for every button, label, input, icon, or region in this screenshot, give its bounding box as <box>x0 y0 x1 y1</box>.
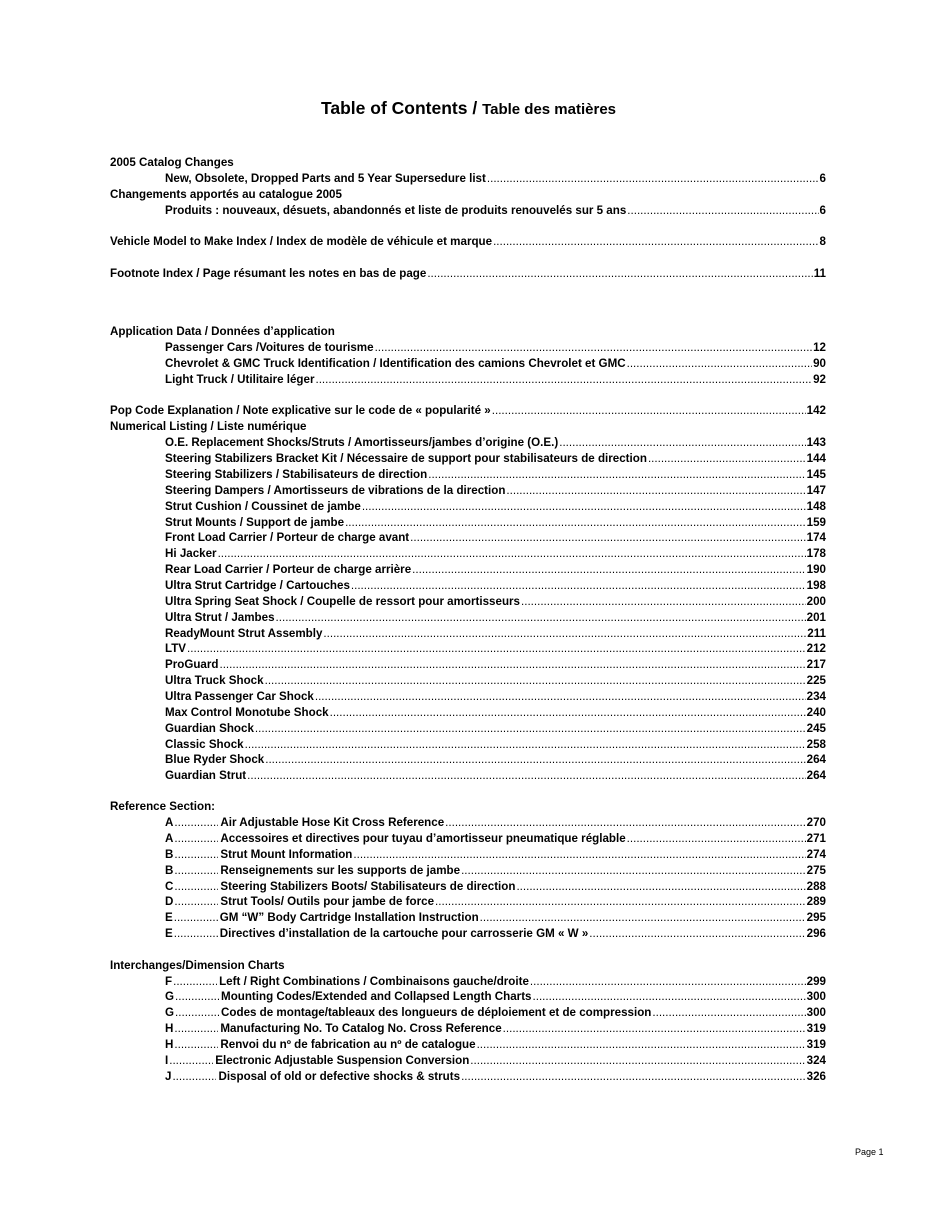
ref-letter: A <box>165 832 174 845</box>
toc-entry[interactable] <box>110 234 826 250</box>
entry-label: Max Control Monotube Shock <box>165 706 329 719</box>
title-fr: Table des matières <box>482 101 617 118</box>
leader-dots <box>477 1037 806 1053</box>
toc-entry[interactable] <box>165 737 826 753</box>
ref-letter: B <box>165 848 174 861</box>
entry-label: Steering Stabilizers Boots/ Stabilisateurs de direction <box>220 880 516 893</box>
entry-label: Classic Shock <box>165 738 244 751</box>
page-ref: 6 <box>819 172 826 185</box>
entry-label: Produits : nouveaux, désuets, abandonnés et liste de produits renouvelés sur 5 ans <box>165 204 627 217</box>
leader-dots <box>276 610 806 626</box>
toc-entry[interactable] <box>165 594 826 610</box>
entry-label: Accessoires et directives pour tuyau d’amortisseur pneumatique réglable <box>220 832 626 845</box>
page-ref: 212 <box>806 642 826 655</box>
ref-letter: H <box>165 1038 174 1051</box>
toc-entry[interactable] <box>165 974 826 990</box>
page-ref: 296 <box>806 927 826 940</box>
page-title <box>0 98 937 119</box>
leader-dots <box>533 989 806 1005</box>
page-ref: 264 <box>806 769 826 782</box>
toc-entry[interactable] <box>165 530 826 546</box>
page-ref: 270 <box>806 816 826 829</box>
title-en: Table of Contents / <box>320 98 478 118</box>
leader-dots <box>375 340 813 356</box>
leader-dots <box>627 831 806 847</box>
leader-dots <box>445 815 806 831</box>
toc-entry[interactable] <box>165 768 826 784</box>
page-ref: 147 <box>806 484 826 497</box>
toc-entry[interactable] <box>165 673 826 689</box>
toc-entry[interactable] <box>165 689 826 705</box>
entry-label: Renseignements sur les supports de jambe <box>220 864 461 877</box>
ref-letter: A <box>165 816 174 829</box>
entry-label: Ultra Truck Shock <box>165 674 264 687</box>
toc-entry[interactable] <box>110 266 826 282</box>
section-heading <box>110 324 335 340</box>
ref-letter: B <box>165 864 174 877</box>
entry-label: Mounting Codes/Extended and Collapsed Length Charts <box>221 990 532 1003</box>
toc-entry[interactable] <box>165 1053 826 1069</box>
ref-letter: C <box>165 880 174 893</box>
toc-entry[interactable] <box>165 467 826 483</box>
leader-dots <box>174 910 218 926</box>
toc-entry[interactable] <box>165 1069 826 1085</box>
leader-dots <box>175 1005 219 1021</box>
entry-label: Numerical Listing / Liste numérique <box>110 420 307 433</box>
page-ref: 11 <box>813 267 826 280</box>
entry-label: Air Adjustable Hose Kit Cross Reference <box>220 816 445 829</box>
entry-label: Reference Section: <box>110 800 216 813</box>
section-heading <box>110 958 285 974</box>
leader-dots <box>174 1037 218 1053</box>
page-ref: 142 <box>806 404 826 417</box>
leader-dots <box>412 562 806 578</box>
entry-label: Front Load Carrier / Porteur de charge avant <box>165 531 410 544</box>
leader-dots <box>169 1053 213 1069</box>
page-ref: 217 <box>806 658 826 671</box>
entry-label: Guardian Shock <box>165 722 254 735</box>
entry-label: Electronic Adjustable Suspension Conversion <box>215 1054 470 1067</box>
section-heading <box>110 155 234 171</box>
entry-label: Ultra Strut Cartridge / Cartouches <box>165 579 350 592</box>
entry-label: New, Obsolete, Dropped Parts and 5 Year Supersedure list <box>165 172 486 185</box>
leader-dots <box>173 974 217 990</box>
leader-dots <box>506 483 805 499</box>
entry-label: Ultra Passenger Car Shock <box>165 690 314 703</box>
page-ref: 299 <box>806 975 826 988</box>
ref-letter: J <box>165 1070 172 1083</box>
page-ref: 300 <box>806 990 826 1003</box>
leader-dots <box>470 1053 805 1069</box>
toc-entry[interactable] <box>165 910 826 926</box>
toc-entry[interactable] <box>165 879 826 895</box>
page-ref: 319 <box>806 1038 826 1051</box>
leader-dots <box>521 594 806 610</box>
toc-entry[interactable] <box>165 356 826 372</box>
toc-entry[interactable] <box>165 610 826 626</box>
entry-label: Vehicle Model to Make Index / Index de modèle de véhicule et marque <box>110 235 493 248</box>
toc-entry[interactable] <box>165 863 826 879</box>
entry-label: Strut Mounts / Support de jambe <box>165 516 345 529</box>
page-ref: 178 <box>806 547 826 560</box>
page-ref: 264 <box>806 753 826 766</box>
leader-dots <box>410 530 805 546</box>
leader-dots <box>345 515 806 531</box>
toc-entry[interactable] <box>165 435 826 451</box>
toc-entry[interactable] <box>165 705 826 721</box>
ref-letter: G <box>165 990 175 1003</box>
page-ref: 8 <box>819 235 826 248</box>
toc-entry[interactable] <box>165 926 826 942</box>
page-ref: 144 <box>806 452 826 465</box>
page-number: Page 1 <box>855 1147 884 1157</box>
entry-label: Rear Load Carrier / Porteur de charge arrière <box>165 563 412 576</box>
toc-entry[interactable] <box>165 1037 826 1053</box>
page-ref: 90 <box>813 357 826 370</box>
page-ref: 245 <box>806 722 826 735</box>
leader-dots <box>218 546 806 562</box>
leader-dots <box>487 171 819 187</box>
ref-letter: H <box>165 1022 174 1035</box>
entry-label: Steering Stabilizers Bracket Kit / Nécessaire de support pour stabilisateurs de direction <box>165 452 647 465</box>
leader-dots <box>503 1021 806 1037</box>
toc-entry[interactable] <box>165 641 826 657</box>
page-ref: 92 <box>813 373 826 386</box>
page-ref: 200 <box>806 595 826 608</box>
toc-entry[interactable] <box>165 989 826 1005</box>
page-ref: 274 <box>806 848 826 861</box>
entry-label: 2005 Catalog Changes <box>110 156 234 169</box>
entry-label: ReadyMount Strut Assembly <box>165 627 323 640</box>
leader-dots <box>323 626 806 642</box>
entry-label: Ultra Spring Seat Shock / Coupelle de ressort pour amortisseurs <box>165 595 520 608</box>
page-ref: 271 <box>806 832 826 845</box>
page-ref: 12 <box>813 341 826 354</box>
page-ref: 145 <box>806 468 826 481</box>
toc-entry[interactable] <box>165 894 826 910</box>
toc-entry[interactable] <box>165 546 826 562</box>
page-ref: 201 <box>806 611 826 624</box>
page-ref: 326 <box>806 1070 826 1083</box>
entry-label: Blue Ryder Shock <box>165 753 265 766</box>
leader-dots <box>428 467 805 483</box>
toc-entry[interactable] <box>165 483 826 499</box>
leader-dots <box>353 847 805 863</box>
leader-dots <box>480 910 806 926</box>
page-ref: 159 <box>806 516 826 529</box>
entry-label: Application Data / Données d’application <box>110 325 335 338</box>
leader-dots <box>492 403 806 419</box>
page-ref: 258 <box>806 738 826 751</box>
entry-label: Interchanges/Dimension Charts <box>110 959 285 972</box>
leader-dots <box>627 356 812 372</box>
page-ref: 234 <box>806 690 826 703</box>
entry-label: Strut Tools/ Outils pour jambe de force <box>220 895 435 908</box>
page-ref: 225 <box>806 674 826 687</box>
leader-dots <box>315 689 806 705</box>
leader-dots <box>174 894 218 910</box>
leader-dots <box>174 863 218 879</box>
leader-dots <box>247 768 805 784</box>
ref-letter: G <box>165 1006 175 1019</box>
leader-dots <box>589 926 805 942</box>
entry-label: GM “W” Body Cartridge Installation Instruction <box>219 911 479 924</box>
entry-label: Renvoi du nº de fabrication au nº de catalogue <box>220 1038 476 1051</box>
leader-dots <box>174 1021 218 1037</box>
leader-dots <box>265 673 806 689</box>
toc-entry[interactable] <box>165 847 826 863</box>
leader-dots <box>530 974 806 990</box>
section-heading <box>110 419 307 435</box>
leader-dots <box>172 1069 216 1085</box>
page-ref: 174 <box>806 531 826 544</box>
toc-entry[interactable] <box>165 578 826 594</box>
leader-dots <box>174 847 218 863</box>
ref-letter: F <box>165 975 173 988</box>
page-ref: 300 <box>806 1006 826 1019</box>
toc-entry[interactable] <box>165 372 826 388</box>
leader-dots <box>175 989 219 1005</box>
leader-dots <box>219 657 805 673</box>
entry-label: Left / Right Combinations / Combinaisons gauche/droite <box>219 975 529 988</box>
leader-dots <box>330 705 806 721</box>
entry-label: Changements apportés au catalogue 2005 <box>110 188 342 201</box>
page-ref: 198 <box>806 579 826 592</box>
leader-dots <box>627 203 818 219</box>
leader-dots <box>174 815 218 831</box>
page-ref: 143 <box>806 436 826 449</box>
leader-dots <box>559 435 805 451</box>
entry-label: Codes de montage/tableaux des longueurs de déploiement et de compression <box>221 1006 652 1019</box>
leader-dots <box>187 641 806 657</box>
entry-label: Steering Dampers / Amortisseurs de vibrations de la direction <box>165 484 506 497</box>
leader-dots <box>362 499 806 515</box>
toc-entry[interactable] <box>165 562 826 578</box>
toc-entry[interactable] <box>165 657 826 673</box>
toc-entry[interactable] <box>165 203 826 219</box>
toc-entry[interactable] <box>165 1005 826 1021</box>
leader-dots <box>351 578 806 594</box>
toc-entry[interactable] <box>165 515 826 531</box>
page-ref: 295 <box>806 911 826 924</box>
entry-label: Light Truck / Utilitaire léger <box>165 373 315 386</box>
leader-dots <box>461 1069 806 1085</box>
entry-label: LTV <box>165 642 187 655</box>
entry-label: O.E. Replacement Shocks/Struts / Amortisseurs/jambes d’origine (O.E.) <box>165 436 559 449</box>
leader-dots <box>174 879 218 895</box>
leader-dots <box>174 926 218 942</box>
leader-dots <box>255 721 806 737</box>
toc-entry[interactable] <box>165 451 826 467</box>
entry-label: Strut Cushion / Coussinet de jambe <box>165 500 361 513</box>
entry-label: ProGuard <box>165 658 219 671</box>
toc-entry[interactable] <box>165 499 826 515</box>
entry-label: Pop Code Explanation / Note explicative sur le code de « popularité » <box>110 404 491 417</box>
leader-dots <box>516 879 805 895</box>
entry-label: Manufacturing No. To Catalog No. Cross Reference <box>220 1022 502 1035</box>
leader-dots <box>174 831 218 847</box>
page-ref: 6 <box>819 204 826 217</box>
entry-label: Disposal of old or defective shocks & struts <box>218 1070 461 1083</box>
page-ref: 289 <box>806 895 826 908</box>
entry-label: Guardian Strut <box>165 769 247 782</box>
toc-entry[interactable] <box>110 403 826 419</box>
section-heading <box>110 187 342 203</box>
leader-dots <box>435 894 806 910</box>
page-ref: 288 <box>806 880 826 893</box>
leader-dots <box>427 266 812 282</box>
toc-entry[interactable] <box>165 752 826 768</box>
ref-letter: E <box>165 927 173 940</box>
section-heading <box>110 799 215 815</box>
ref-letter: I <box>165 1054 169 1067</box>
entry-label: Chevrolet & GMC Truck Identification / Identification des camions Chevrolet et GMC <box>165 357 626 370</box>
leader-dots <box>652 1005 805 1021</box>
entry-label: Passenger Cars /Voitures de tourisme <box>165 341 374 354</box>
page-ref: 275 <box>806 864 826 877</box>
leader-dots <box>315 372 812 388</box>
page-ref: 319 <box>806 1022 826 1035</box>
entry-label: Ultra Strut / Jambes <box>165 611 275 624</box>
entry-label: Footnote Index / Page résumant les notes en bas de page <box>110 267 427 280</box>
entry-label: Steering Stabilizers / Stabilisateurs de direction <box>165 468 428 481</box>
leader-dots <box>245 737 806 753</box>
page-ref: 240 <box>806 706 826 719</box>
page-ref: 190 <box>806 563 826 576</box>
leader-dots <box>493 234 818 250</box>
toc-entry[interactable] <box>165 1021 826 1037</box>
ref-letter: E <box>165 911 173 924</box>
toc-entry[interactable] <box>165 340 826 356</box>
toc-entry[interactable] <box>165 171 826 187</box>
leader-dots <box>648 451 806 467</box>
entry-label: Directives d’installation de la cartouche pour carrosserie GM « W » <box>219 927 589 940</box>
ref-letter: D <box>165 895 174 908</box>
leader-dots <box>265 752 805 768</box>
toc-entry[interactable] <box>165 626 826 642</box>
page-ref: 211 <box>807 627 826 640</box>
page-ref: 148 <box>806 500 826 513</box>
toc-entry[interactable] <box>165 831 826 847</box>
toc-entry[interactable] <box>165 721 826 737</box>
leader-dots <box>461 863 806 879</box>
page-ref: 324 <box>806 1054 826 1067</box>
toc-entry[interactable] <box>165 815 826 831</box>
entry-label: Strut Mount Information <box>220 848 353 861</box>
entry-label: Hi Jacker <box>165 547 217 560</box>
